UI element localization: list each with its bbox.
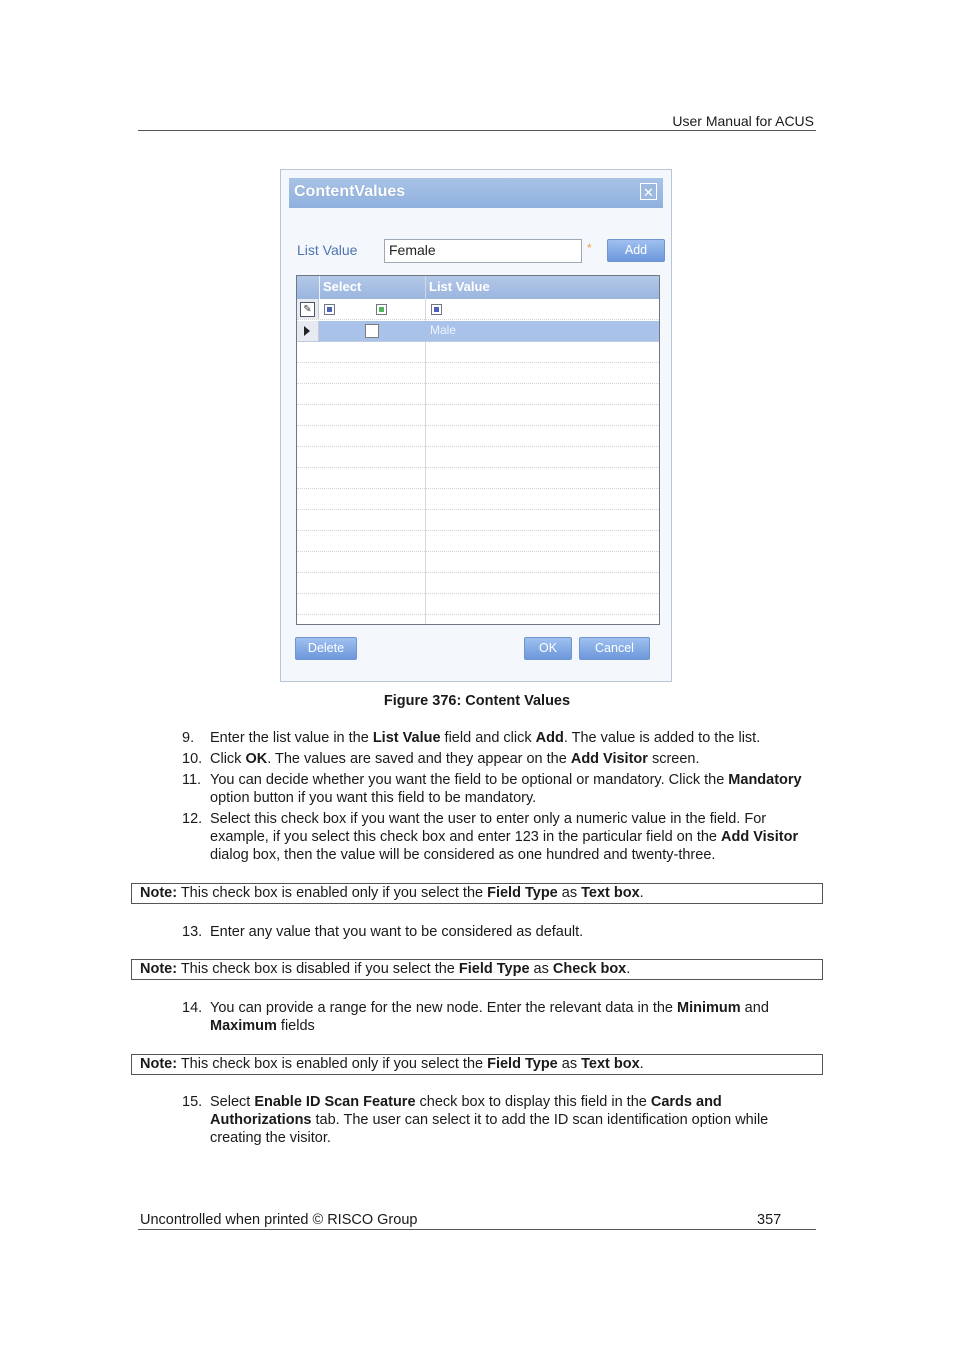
list-item-step-9	[182, 729, 814, 747]
step-text: Enter any value that you want to be considered as default.	[210, 924, 584, 940]
row-header	[297, 299, 319, 319]
list-item-step-13	[182, 923, 814, 941]
list-item-step-10	[182, 750, 814, 768]
filter-checkbox-icon[interactable]	[324, 304, 335, 315]
list-item-step-15	[182, 1093, 814, 1147]
required-indicator: *	[587, 241, 592, 255]
content-values-grid	[296, 275, 660, 625]
figure-caption: Figure 376: Content Values	[383, 693, 571, 709]
step-number: 9.	[182, 730, 195, 746]
cancel-button[interactable]: Cancel	[579, 637, 650, 660]
header-rule	[138, 130, 816, 131]
step-number: 15.	[182, 1094, 203, 1110]
note-box: Note: This check box is enabled only if you select the Field Type as Text box.	[131, 883, 823, 904]
table-row-empty	[297, 468, 659, 489]
table-row-empty	[297, 405, 659, 426]
table-row-new[interactable]	[297, 299, 659, 320]
edit-row-icon: ✎	[300, 302, 315, 317]
table-row-empty	[297, 510, 659, 531]
footer-rule	[138, 1229, 816, 1230]
table-row-empty	[297, 489, 659, 510]
step-text: You can provide a range for the new node. Enter the relevant data in the Minimum and Maximum fields	[210, 1000, 769, 1034]
step-text: Enter the list value in the List Value field and click Add. The value is added to the list.	[210, 730, 761, 746]
step-number: 13.	[182, 924, 203, 940]
grid-header	[297, 276, 659, 299]
step-number: 10.	[182, 751, 203, 767]
add-button[interactable]: Add	[607, 239, 665, 262]
list-item-step-12	[182, 810, 814, 864]
list-value-input[interactable]: Female	[384, 239, 582, 263]
list-item-step-11	[182, 771, 814, 807]
dialog-title-bar	[289, 178, 663, 208]
page-number: 357	[757, 1212, 782, 1228]
delete-button[interactable]: Delete	[295, 637, 357, 660]
list-value-filter-icon[interactable]	[431, 304, 442, 315]
dialog-title: ContentValues	[294, 183, 406, 200]
step-text: You can decide whether you want the field to be optional or mandatory. Click the Mandatory option button if you want this field to be mandatory.	[210, 772, 802, 806]
table-row-empty	[297, 342, 659, 363]
table-row-empty	[297, 573, 659, 594]
footer-text: Uncontrolled when printed © RISCO Group	[140, 1212, 418, 1228]
list-item-step-14	[182, 999, 814, 1035]
grid-corner	[297, 276, 319, 299]
ok-button[interactable]: OK	[524, 637, 572, 660]
table-row-current[interactable]	[297, 321, 659, 342]
table-row-empty	[297, 384, 659, 405]
table-row-empty	[297, 447, 659, 468]
step-text: Select Enable ID Scan Feature check box to display this field in the Cards and Authorizations tab. The user can select it to add the ID scan identification option while creating the visitor.	[210, 1094, 769, 1146]
column-header-list-value[interactable]: List Value	[425, 276, 659, 299]
current-row-arrow-icon	[304, 326, 310, 336]
step-number: 14.	[182, 1000, 203, 1016]
list-value-cell[interactable]: Male	[430, 323, 457, 337]
note-box: Note: This check box is enabled only if you select the Field Type as Text box.	[131, 1054, 823, 1075]
table-row-empty	[297, 426, 659, 447]
table-row-empty	[297, 531, 659, 552]
select-checkbox[interactable]	[376, 304, 387, 315]
note-box: Note: This check box is disabled if you select the Field Type as Check box.	[131, 959, 823, 980]
close-icon[interactable]: ✕	[640, 183, 657, 200]
table-row-empty	[297, 594, 659, 615]
content-values-dialog	[280, 169, 672, 682]
column-header-select[interactable]: Select	[319, 276, 425, 299]
row-header	[297, 321, 319, 341]
list-value-label: List Value	[297, 242, 358, 258]
select-checkbox[interactable]	[365, 324, 379, 338]
step-text: Click OK. The values are saved and they appear on the Add Visitor screen.	[210, 751, 700, 767]
step-number: 12.	[182, 811, 203, 827]
step-text: Select this check box if you want the user to enter only a numeric value in the field. For example, if you select this check box and enter 123 in the particular field on the Add Visitor dialog box, then the value will be considered as one hundred and twenty-three.	[210, 811, 799, 863]
running-header: User Manual for ACUS	[672, 113, 814, 129]
table-row-empty	[297, 552, 659, 573]
step-number: 11.	[182, 772, 202, 788]
table-row-empty	[297, 363, 659, 384]
